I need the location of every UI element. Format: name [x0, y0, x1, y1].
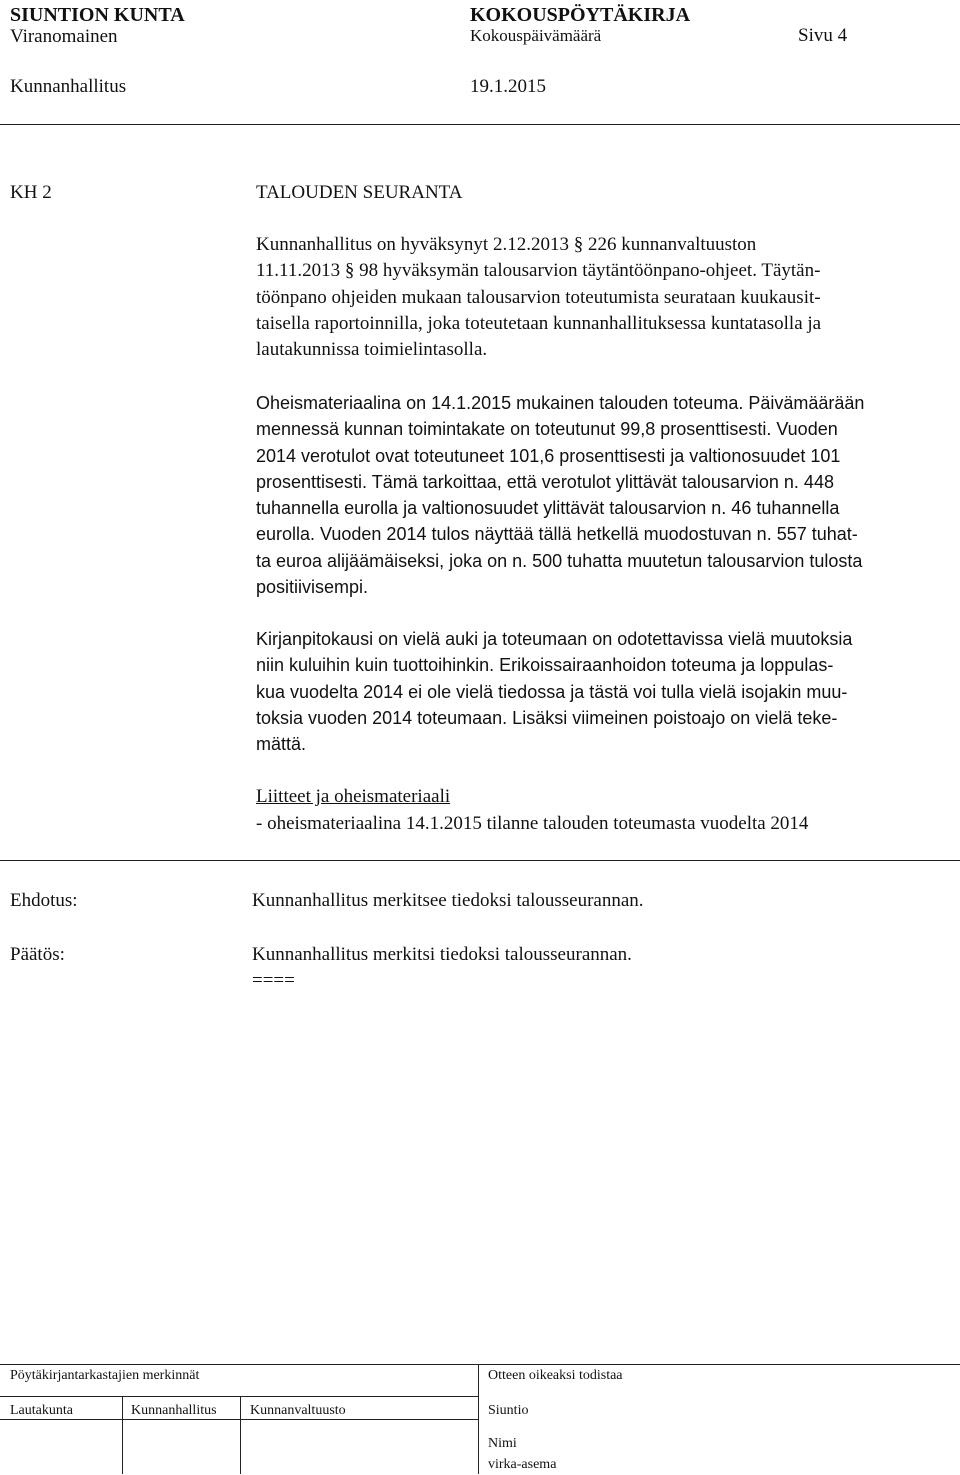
paragraph-line: eurolla. Vuoden 2014 tulos näyttää tällä hetkellä muodostuvan n. 557 tuhat- — [256, 524, 858, 545]
paragraph-line: Kirjanpitokausi on vielä auki ja toteumaan on odotettavissa vielä muutoksia — [256, 629, 853, 649]
paragraph-background — [256, 232, 936, 363]
proposal-text: Kunnanhallitus merkitsee tiedoksi talousseurannan. — [252, 890, 644, 911]
paragraph-line: 11.11.2013 § 98 hyväksymän talousarvion täytäntöönpano-ohjeet. Täytän- — [256, 260, 821, 282]
paragraph-line: Kunnanhallitus on hyväksynyt 2.12.2013 § 226 kunnanvaltuuston — [256, 234, 757, 255]
attachments-heading[interactable]: Liitteet ja oheismateriaali — [256, 786, 451, 807]
authority-value: Kunnanhallitus — [10, 76, 127, 97]
footer-inner-rule — [0, 1396, 478, 1397]
decision-text: Kunnanhallitus merkitsi tiedoksi talousseurannan. — [252, 944, 632, 965]
section-divider — [0, 860, 960, 861]
authority-label: Viranomainen — [10, 26, 118, 47]
footer-col-divider — [478, 1364, 479, 1474]
paragraph-line: taisella raportoinnilla, joka toteutetaan kunnanhallituksessa kuntatasolla ja — [256, 312, 822, 334]
paragraph-line: mättä. — [256, 734, 307, 755]
end-marker: ==== — [252, 970, 295, 991]
decision-label: Päätös: — [10, 944, 65, 965]
footer-name-label: Nimi — [488, 1436, 517, 1451]
item-title: TALOUDEN SEURANTA — [256, 182, 463, 203]
footer-council-board: Kunnanhallitus — [131, 1403, 217, 1418]
footer-signature-rule — [0, 1419, 478, 1420]
paragraph-line: niin kuluihin kuin tuottoihinkin. Erikoissairaanhoidon toteuma ja loppulas- — [256, 655, 834, 676]
footer-position-label: virka-asema — [488, 1457, 557, 1472]
paragraph-line: toksia vuoden 2014 toteumaan. Lisäksi viimeinen poistoajo on vielä teke- — [256, 707, 838, 728]
paragraph-line: mennessä kunnan toimintakate on toteutunut 99,8 prosenttisesti. Vuoden — [256, 419, 838, 440]
footer-col-divider — [240, 1396, 241, 1474]
inspectors-label: Pöytäkirjantarkastajien merkinnät — [10, 1368, 200, 1383]
paragraph-line: kua vuodelta 2014 ei ole vielä tiedossa ja tästä voi tulla vielä isojakin muu- — [256, 681, 848, 702]
footer-board: Lautakunta — [10, 1403, 73, 1418]
document-type: KOKOUSPÖYTÄKIRJA — [470, 4, 691, 26]
paragraph-line: 2014 verotulot ovat toteutuneet 101,6 prosenttisesti ja valtionosuudet 101 — [256, 445, 841, 466]
meeting-date-label: Kokouspäivämäärä — [470, 26, 602, 45]
paragraph-outlook — [256, 626, 936, 757]
footer-council: Kunnanvaltuusto — [250, 1403, 346, 1418]
footer-top-rule — [0, 1364, 960, 1365]
paragraph-line: prosenttisesti. Tämä tarkoittaa, että verotulot ylittävät talousarvion n. 448 — [256, 471, 834, 492]
item-number: KH 2 — [10, 182, 52, 203]
paragraph-line: Oheismateriaalina on 14.1.2015 mukainen talouden toteuma. Päivämäärään — [256, 393, 865, 413]
paragraph-line: ta euroa alijäämäiseksi, joka on n. 500 tuhatta muutetun talousarvion tulosta — [256, 550, 863, 571]
header-divider — [0, 124, 960, 125]
paragraph-line: töönpano ohjeiden mukaan talousarvion toteutumista seurataan kuukausit- — [256, 286, 821, 308]
certified-label: Otteen oikeaksi todistaa — [488, 1368, 623, 1383]
municipality-name: SIUNTION KUNTA — [10, 4, 185, 26]
page-number: Sivu 4 — [798, 25, 848, 46]
footer-col-divider — [122, 1396, 123, 1474]
paragraph-status — [256, 390, 936, 600]
proposal-label: Ehdotus: — [10, 890, 78, 911]
attachment-item: - oheismateriaalina 14.1.2015 tilanne talouden toteumasta vuodelta 2014 — [256, 813, 809, 834]
footer-place: Siuntio — [488, 1403, 529, 1418]
paragraph-line: tuhannella eurolla ja valtionosuudet ylittävät talousarvion n. 46 tuhannella — [256, 498, 840, 519]
paragraph-line: positiivisempi. — [256, 577, 369, 598]
paragraph-line: lautakunnissa toimielintasolla. — [256, 339, 488, 361]
meeting-date-value: 19.1.2015 — [470, 76, 546, 97]
